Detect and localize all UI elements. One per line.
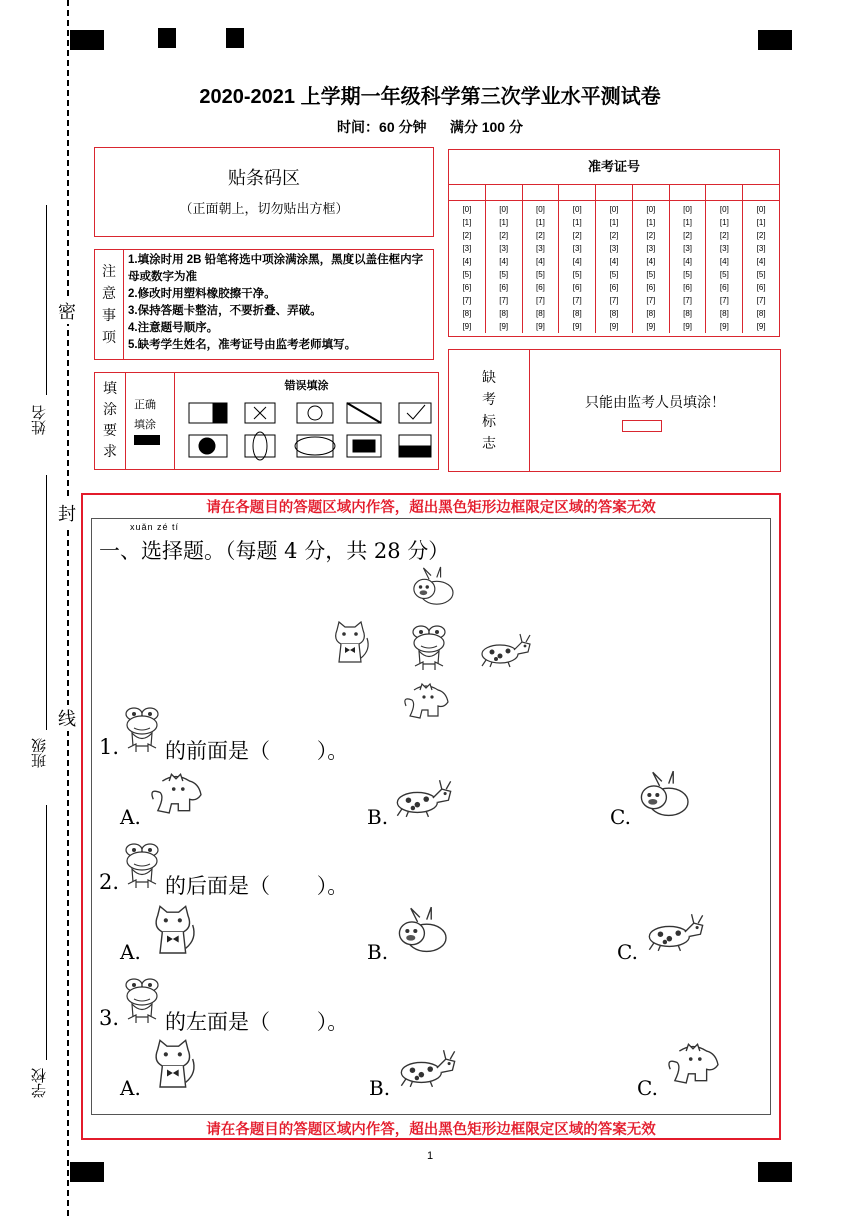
exam-id-digit-option[interactable]: [1]	[572, 218, 582, 227]
exam-id-digit-option[interactable]: [3]	[499, 244, 509, 253]
exam-id-digit-option[interactable]: [5]	[756, 270, 766, 279]
exam-id-digit-option[interactable]: [9]	[683, 322, 693, 331]
exam-id-digit-option[interactable]: [5]	[646, 270, 656, 279]
absent-content	[530, 350, 780, 471]
exam-id-digit-option[interactable]: [3]	[609, 244, 619, 253]
exam-id-digit-option[interactable]: [9]	[536, 322, 545, 331]
question-3-option-a[interactable]: A.	[120, 1076, 141, 1100]
absent-label	[449, 350, 530, 471]
barcode-title: 贴条码区	[228, 168, 300, 189]
fill-wrong-label: 错误填涂	[284, 380, 329, 392]
exam-id-digit-option[interactable]: [9]	[719, 322, 729, 331]
fill-correct	[126, 373, 175, 469]
exam-id-digit-option[interactable]: [8]	[572, 309, 582, 318]
exam-id-digit-option[interactable]: [3]	[462, 244, 472, 253]
exam-id-digit-option[interactable]: [7]	[499, 296, 509, 305]
exam-id-digit-option[interactable]: [8]	[536, 309, 545, 318]
notice-item: 5.缺考学生姓名，准考证号由监考老师填写。	[128, 339, 357, 351]
question-3-number: 3.	[99, 1006, 120, 1030]
exam-id-digit-option[interactable]: [1]	[462, 218, 472, 227]
fill-label-char: 涂	[103, 402, 117, 418]
barcode-note: （正面朝上，切勿贴出方框）	[179, 202, 349, 217]
notice-item: 2.修改时用塑料橡胶擦干净。	[128, 288, 276, 300]
page-title: 2020-2021 上学期一年级科学第三次学业水平测试卷	[199, 86, 661, 108]
school-field-line[interactable]	[46, 805, 47, 1060]
deer-icon	[644, 912, 708, 952]
absent-label-char: 缺	[482, 369, 496, 386]
exam-id-digit-option[interactable]: [2]	[462, 231, 472, 240]
absent-text: 只能由监考人员填涂！	[585, 395, 725, 411]
exam-id-digit-option[interactable]: [5]	[536, 270, 545, 279]
exam-id-digit-option[interactable]: [1]	[683, 218, 693, 227]
exam-id-column[interactable]	[523, 185, 560, 333]
question-1-number: 1.	[99, 735, 120, 759]
page-subtitle: 时间：60 分钟 满分 100 分	[337, 119, 523, 135]
exam-id-title: 准考证号	[449, 150, 779, 185]
exam-id-column[interactable]	[486, 185, 523, 333]
exam-id-digit-option[interactable]: [4]	[683, 257, 693, 266]
exam-id-digit-option[interactable]: [5]	[499, 270, 509, 279]
exam-id-digit-option[interactable]: [0]	[646, 205, 656, 214]
warning-bottom: 请在各题目的答题区域内作答，超出黑色矩形边框限定区域的答案无效	[206, 1122, 656, 1138]
seal-dashed-line	[67, 0, 69, 1216]
exam-id-digit-option[interactable]: [2]	[646, 231, 656, 240]
notice-label-char: 项	[102, 329, 116, 346]
exam-id-digit-option[interactable]: [0]	[683, 205, 693, 214]
exam-id-digit-option[interactable]: [9]	[756, 322, 766, 331]
notice-label	[95, 250, 124, 359]
warning-top: 请在各题目的答题区域内作答，超出黑色矩形边框限定区域的答案无效	[206, 500, 656, 516]
absent-label-char: 志	[482, 435, 496, 452]
exam-id-digit-option[interactable]: [6]	[646, 283, 656, 292]
rabbit-icon	[408, 566, 456, 608]
question-2-number: 2.	[99, 870, 120, 894]
exam-id-column[interactable]	[559, 185, 596, 333]
exam-id-digit-option[interactable]: [3]	[719, 244, 729, 253]
exam-id-digit-option[interactable]: [2]	[683, 231, 693, 240]
registration-mark	[158, 28, 176, 48]
exam-id-digit-option[interactable]: [6]	[756, 283, 766, 292]
exam-id-column[interactable]	[670, 185, 707, 333]
exam-id-digit-option[interactable]: [4]	[462, 257, 472, 266]
cat-icon	[148, 1038, 200, 1094]
exam-id-digit-box[interactable]	[449, 185, 485, 201]
registration-mark	[70, 1162, 104, 1182]
frog-icon	[409, 624, 449, 674]
section-pinyin: xuǎn zé tí	[130, 522, 180, 532]
elephant-icon	[144, 772, 208, 822]
registration-mark	[758, 1162, 792, 1182]
exam-id-digit-option[interactable]: [1]	[756, 218, 766, 227]
exam-id-digit-option[interactable]: [1]	[646, 218, 656, 227]
exam-id-digit-option[interactable]: [1]	[719, 218, 729, 227]
exam-id-digit-option[interactable]: [8]	[609, 309, 619, 318]
exam-id-digit-option[interactable]: [7]	[719, 296, 729, 305]
fill-label-char: 填	[103, 381, 117, 397]
exam-id-digit-option[interactable]: [0]	[572, 205, 582, 214]
exam-id-digit-option[interactable]: [5]	[683, 270, 693, 279]
exam-id-digit-option[interactable]: [0]	[462, 205, 472, 214]
exam-id-digit-option[interactable]: [3]	[536, 244, 545, 253]
exam-id-digit-option[interactable]: [3]	[646, 244, 656, 253]
exam-id-digit-option[interactable]: [2]	[536, 231, 545, 240]
exam-id-digit-option[interactable]: [4]	[499, 257, 509, 266]
exam-id-digit-option[interactable]: [6]	[499, 283, 509, 292]
exam-id-grid[interactable]	[449, 185, 779, 333]
question-2-option-c[interactable]: C.	[617, 940, 638, 964]
exam-id-digit-option[interactable]: [6]	[462, 283, 472, 292]
notice-label-char: 注	[102, 263, 116, 280]
exam-id-digit-option[interactable]: [4]	[536, 257, 545, 266]
exam-id-digit-option[interactable]: [2]	[609, 231, 619, 240]
rabbit-icon	[634, 770, 692, 820]
exam-id-digit-option[interactable]: [4]	[646, 257, 656, 266]
exam-id-digit-option[interactable]: [9]	[462, 322, 472, 331]
question-3-option-b[interactable]: B.	[369, 1076, 391, 1100]
question-1-text: 的前面是（ ）。	[165, 739, 349, 763]
exam-id-digit-option[interactable]: [1]	[499, 218, 509, 227]
seal-char-mi: 密	[58, 298, 76, 324]
exam-id-digit-option[interactable]: [5]	[609, 270, 619, 279]
exam-id-digit-option[interactable]: [2]	[756, 231, 766, 240]
seal-char-xian: 线	[58, 705, 76, 731]
exam-id-digit-option[interactable]: [1]	[609, 218, 619, 227]
exam-id-digit-option[interactable]: [7]	[609, 296, 619, 305]
exam-id-digit-option[interactable]: [2]	[719, 231, 729, 240]
deer-icon	[396, 1048, 460, 1088]
exam-id-digit-option[interactable]: [0]	[756, 205, 766, 214]
question-1-option-a[interactable]: A.	[120, 805, 141, 829]
notice-label-char: 事	[102, 307, 116, 324]
exam-id-digit-option[interactable]: [6]	[719, 283, 729, 292]
question-3-option-c[interactable]: C.	[637, 1076, 658, 1100]
exam-id-digit-option[interactable]: [2]	[572, 231, 582, 240]
registration-mark	[758, 30, 792, 50]
exam-id-digit-option[interactable]: [3]	[683, 244, 693, 253]
frog-icon	[122, 842, 162, 892]
class-label: 班级	[30, 738, 48, 768]
page-number: 1	[426, 1150, 434, 1162]
exam-id-digit-option[interactable]: [6]	[572, 283, 582, 292]
frog-icon	[122, 977, 162, 1027]
exam-id-digit-option[interactable]: [8]	[646, 309, 656, 318]
notice-item: 4.注意题号顺序。	[128, 322, 219, 334]
school-label: 学校	[30, 1068, 48, 1098]
deer-icon	[392, 778, 456, 818]
exam-id-digit-box[interactable]	[670, 185, 706, 201]
exam-id-digit-option[interactable]: [0]	[609, 205, 619, 214]
absent-label-char: 标	[482, 413, 496, 430]
exam-id-digit-option[interactable]: [4]	[719, 257, 729, 266]
notice-box	[94, 249, 434, 360]
exam-id-digit-option[interactable]: [0]	[499, 205, 509, 214]
exam-id-digit-option[interactable]: [8]	[756, 309, 766, 318]
notice-item: 1.填涂时用 2B 铅笔将选中项涂满涂黑，黑度以盖住框内字母或数字为准	[128, 254, 424, 283]
exam-id-digit-option[interactable]: [5]	[572, 270, 582, 279]
exam-id-digit-option[interactable]: [8]	[683, 309, 693, 318]
exam-id-digit-option[interactable]: [7]	[756, 296, 766, 305]
barcode-area	[94, 147, 434, 237]
seal-char-feng: 封	[58, 500, 76, 526]
exam-id-digit-option[interactable]: [3]	[756, 244, 766, 253]
exam-id-digit-option[interactable]: [7]	[646, 296, 656, 305]
exam-id-column[interactable]	[706, 185, 743, 333]
fill-label	[95, 373, 126, 469]
exam-id-digit-option[interactable]: [2]	[499, 231, 509, 240]
exam-id-digit-option[interactable]: [9]	[499, 322, 509, 331]
exam-id-digit-option[interactable]: [7]	[536, 296, 545, 305]
notice-items	[124, 250, 433, 359]
exam-id-digit-option[interactable]: [5]	[462, 270, 472, 279]
exam-id-column[interactable]	[633, 185, 670, 333]
question-2-text: 的后面是（ ）。	[165, 874, 349, 898]
exam-id-digit-option[interactable]: [6]	[536, 283, 545, 292]
exam-id-digit-box[interactable]	[596, 185, 632, 201]
absent-label-char: 考	[482, 391, 496, 408]
exam-id-column[interactable]	[743, 185, 779, 333]
fill-requirement-box	[94, 372, 439, 470]
exam-id-digit-box[interactable]	[706, 185, 742, 201]
exam-id-digit-option[interactable]: [6]	[683, 283, 693, 292]
exam-id-digit-option[interactable]: [6]	[609, 283, 619, 292]
section-title: 一、选择题。（每题 4 分，共 28 分）	[99, 539, 450, 563]
exam-id-digit-option[interactable]: [9]	[609, 322, 619, 331]
exam-id-digit-option[interactable]: [8]	[499, 309, 509, 318]
wrong-fill-samples	[183, 399, 445, 469]
rabbit-icon	[392, 906, 450, 956]
name-field-line[interactable]	[46, 205, 47, 395]
exam-id-digit-option[interactable]: [0]	[719, 205, 729, 214]
cat-icon	[148, 904, 200, 960]
exam-id-column[interactable]	[449, 185, 486, 333]
exam-id-digit-option[interactable]: [4]	[609, 257, 619, 266]
correct-fill-sample	[134, 435, 160, 445]
question-2-option-a[interactable]: A.	[120, 940, 141, 964]
exam-id-digit-box[interactable]	[559, 185, 595, 201]
elephant-icon	[660, 1042, 726, 1092]
name-label: 姓名	[30, 405, 48, 435]
fill-correct-label: 正确填涂	[134, 399, 156, 431]
question-3-text: 的左面是（ ）。	[165, 1010, 349, 1034]
question-1-option-c[interactable]: C.	[610, 805, 631, 829]
exam-id-digit-option[interactable]: [7]	[462, 296, 472, 305]
exam-id-digit-option[interactable]: [7]	[572, 296, 582, 305]
exam-id-digit-box[interactable]	[743, 185, 779, 201]
exam-id-digit-option[interactable]: [9]	[572, 322, 582, 331]
exam-id-digit-option[interactable]: [8]	[719, 309, 729, 318]
exam-id-digit-box[interactable]	[633, 185, 669, 201]
question-2-option-b[interactable]: B.	[367, 940, 389, 964]
absent-box	[448, 349, 781, 472]
registration-mark	[226, 28, 244, 48]
fill-wrong	[175, 373, 438, 469]
exam-id-digit-box[interactable]	[486, 185, 522, 201]
elephant-icon	[398, 682, 454, 726]
exam-id-digit-option[interactable]: [3]	[572, 244, 582, 253]
exam-id-digit-option[interactable]: [4]	[756, 257, 766, 266]
exam-id-column[interactable]	[596, 185, 633, 333]
class-field-line[interactable]	[46, 475, 47, 730]
deer-icon	[478, 632, 534, 668]
exam-id-box	[448, 149, 780, 337]
cat-icon	[329, 620, 373, 668]
absent-fill-box[interactable]	[622, 420, 662, 432]
fill-label-char: 求	[103, 444, 117, 460]
exam-id-digit-option[interactable]: [0]	[536, 205, 545, 214]
exam-id-digit-option[interactable]: [7]	[683, 296, 693, 305]
registration-mark	[70, 30, 104, 50]
notice-label-char: 意	[102, 285, 116, 302]
notice-item: 3.保持答题卡整洁，不要折叠、弄破。	[128, 305, 322, 317]
question-1-option-b[interactable]: B.	[367, 805, 389, 829]
exam-id-digit-option[interactable]: [4]	[572, 257, 582, 266]
exam-id-digit-option[interactable]: [1]	[536, 218, 545, 227]
exam-id-digit-option[interactable]: [8]	[462, 309, 472, 318]
exam-id-digit-box[interactable]	[523, 185, 559, 201]
fill-label-char: 要	[103, 423, 117, 439]
exam-id-digit-option[interactable]: [9]	[646, 322, 656, 331]
frog-icon	[122, 706, 162, 756]
exam-id-digit-option[interactable]: [5]	[719, 270, 729, 279]
